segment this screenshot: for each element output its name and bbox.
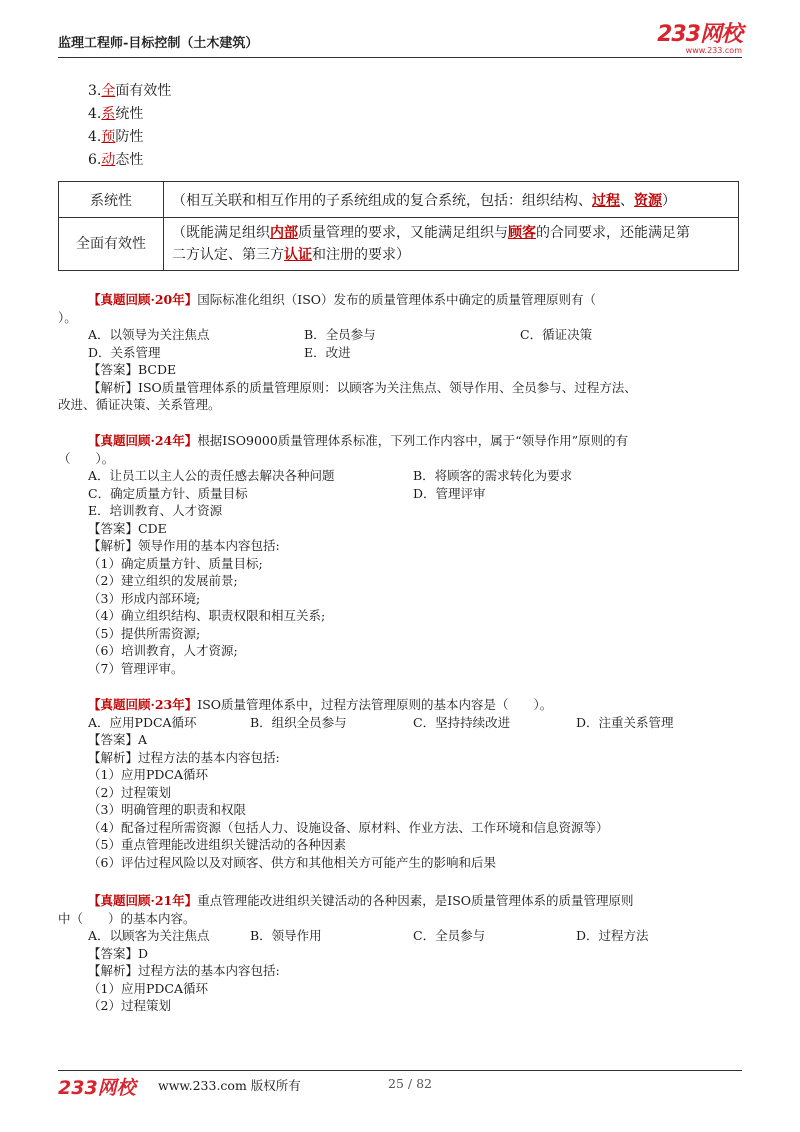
analysis-point: （4）确立组织结构、职责权限和相互关系; [88,608,326,623]
analysis-point: （1）确定质量方针、质量目标; [88,555,263,571]
analysis: 【解析】领导作用的基本内容包括: [88,538,280,553]
question-stem: 【真题回顾·20年】国际标准化组织（ISO）发布的质量管理体系中确定的质量管理原则有（ [88,292,597,307]
page-header [58,22,742,58]
analysis-point: （6）培训教育，人才资源; [88,643,238,658]
list-item: 3.全面有效性 [88,83,172,99]
options-row [58,326,742,344]
document-title: 监理工程师-目标控制（土木建筑） [58,36,259,51]
analysis-cont: 改进、循证决策、关系管理。 [58,397,221,412]
question-stem-cont: 中（ ）的基本内容。 [58,910,196,926]
options-row [58,467,742,485]
page-footer [58,1073,742,1099]
option: B．将顾客的需求转化为要求 [413,468,573,483]
option: E．培训教育、人才资源 [88,503,223,518]
question-stem-cont: ）。 [58,309,77,325]
analysis-point: （2）过程策划 [88,784,171,800]
analysis-point: （3）形成内部环境; [88,590,201,606]
question-stem: 【真题回顾·24年】根据ISO9000质量管理体系标准，下列工作内容中，属于“领导作用”原则的有 [88,433,629,448]
question-block [58,432,742,677]
option: A．让员工以主人公的责任感去解决各种问题 [88,468,335,483]
table-key: 全面有效性 [59,218,164,271]
analysis-point: （6）评估过程风险以及对顾客、供方和其他相关方可能产生的影响和后果 [88,854,496,870]
question-stem: 【真题回顾·23年】ISO质量管理体系中，过程方法管理原则的基本内容是（ ）。 [88,697,553,712]
option: D．过程方法 [576,928,649,943]
answer: 【答案】D [88,945,149,961]
analysis-point: （1）应用PDCA循环 [88,767,208,782]
option: C．全员参与 [413,928,486,943]
definition-table [58,181,739,271]
brand-logo [657,24,742,55]
table-row [59,182,739,218]
question-block [58,892,742,1015]
option: B．全员参与 [304,327,376,342]
question-block [58,696,742,871]
answer: 【答案】BCDE [88,362,177,377]
option: C．确定质量方针、质量目标 [88,485,248,501]
question-tag: 【真题回顾·24年】 [88,433,198,448]
principle-list [88,80,171,172]
question-stem: 【真题回顾·21年】重点管理能改进组织关键活动的各种因素，是ISO质量管理体系的质量管理原则 [88,893,634,908]
analysis-point: （4）配备过程所需资源（包括人力、设施设备、原材料、作业方法、工作环境和信息资源等） [88,819,609,835]
answer: 【答案】CDE [88,520,167,536]
footer-divider [58,1070,742,1071]
analysis: 【解析】ISO质量管理体系的质量管理原则：以顾客为关注焦点、领导作用、全员参与、过程方法、 [88,379,637,395]
question-tag: 【真题回顾·23年】 [88,697,198,712]
analysis: 【解析】过程方法的基本内容包括: [88,749,280,765]
options-row [58,344,742,362]
option: B．领导作用 [250,928,322,943]
analysis-point: （2）建立组织的发展前景; [88,573,238,588]
option: A．以顾客为关注焦点 [88,928,210,943]
analysis-point: （5）重点管理能改进组织关键活动的各种因素 [88,837,346,852]
logo-text: 233网校 [657,22,742,47]
copyright-text: www.233.com 版权所有 [158,1078,301,1093]
logo-url: www.233.com [685,46,742,55]
option: D．管理评审 [413,485,486,501]
table-value: （相互关联和相互作用的子系统组成的复合系统，包括：组织结构、过程、资源） [164,182,739,218]
page-number: 25 / 82 [388,1076,432,1091]
options-row [58,485,742,503]
analysis: 【解析】过程方法的基本内容包括: [88,963,280,978]
list-item: 6.动态性 [88,152,144,168]
analysis-point: （7）管理评审。 [88,660,184,676]
answer: 【答案】A [88,732,148,747]
question-block [58,291,742,414]
question-tag: 【真题回顾·21年】 [88,893,198,908]
question-tag: 【真题回顾·20年】 [88,292,198,307]
question-stem-cont: （ ）。 [58,450,115,466]
analysis-point: （1）应用PDCA循环 [88,980,208,996]
header-divider [58,57,742,58]
analysis-point: （5）提供所需资源; [88,625,201,641]
option: C．坚持持续改进 [413,714,511,730]
option: C．循证决策 [520,327,593,342]
analysis-point: （3）明确管理的职责和权限 [88,802,246,817]
list-item: 4.预防性 [88,129,144,145]
table-value: （既能满足组织内部质量管理的要求，又能满足组织与顾客的合同要求，还能满足第 二方认定、第三方认证和注册的要求） [164,218,739,271]
list-item: 4.系统性 [88,106,144,122]
table-row [59,218,739,271]
option: D．关系管理 [88,344,161,360]
option: D．注重关系管理 [576,714,674,730]
options-row [58,714,742,732]
footer-logo: 233网校 [58,1077,136,1099]
option: B．组织全员参与 [250,714,347,730]
option: E．改进 [304,344,351,360]
options-row [58,927,742,945]
option: A．以领导为关注焦点 [88,327,210,342]
analysis-point: （2）过程策划 [88,998,171,1013]
option: A．应用PDCA循环 [88,714,197,730]
table-key: 系统性 [59,182,164,218]
